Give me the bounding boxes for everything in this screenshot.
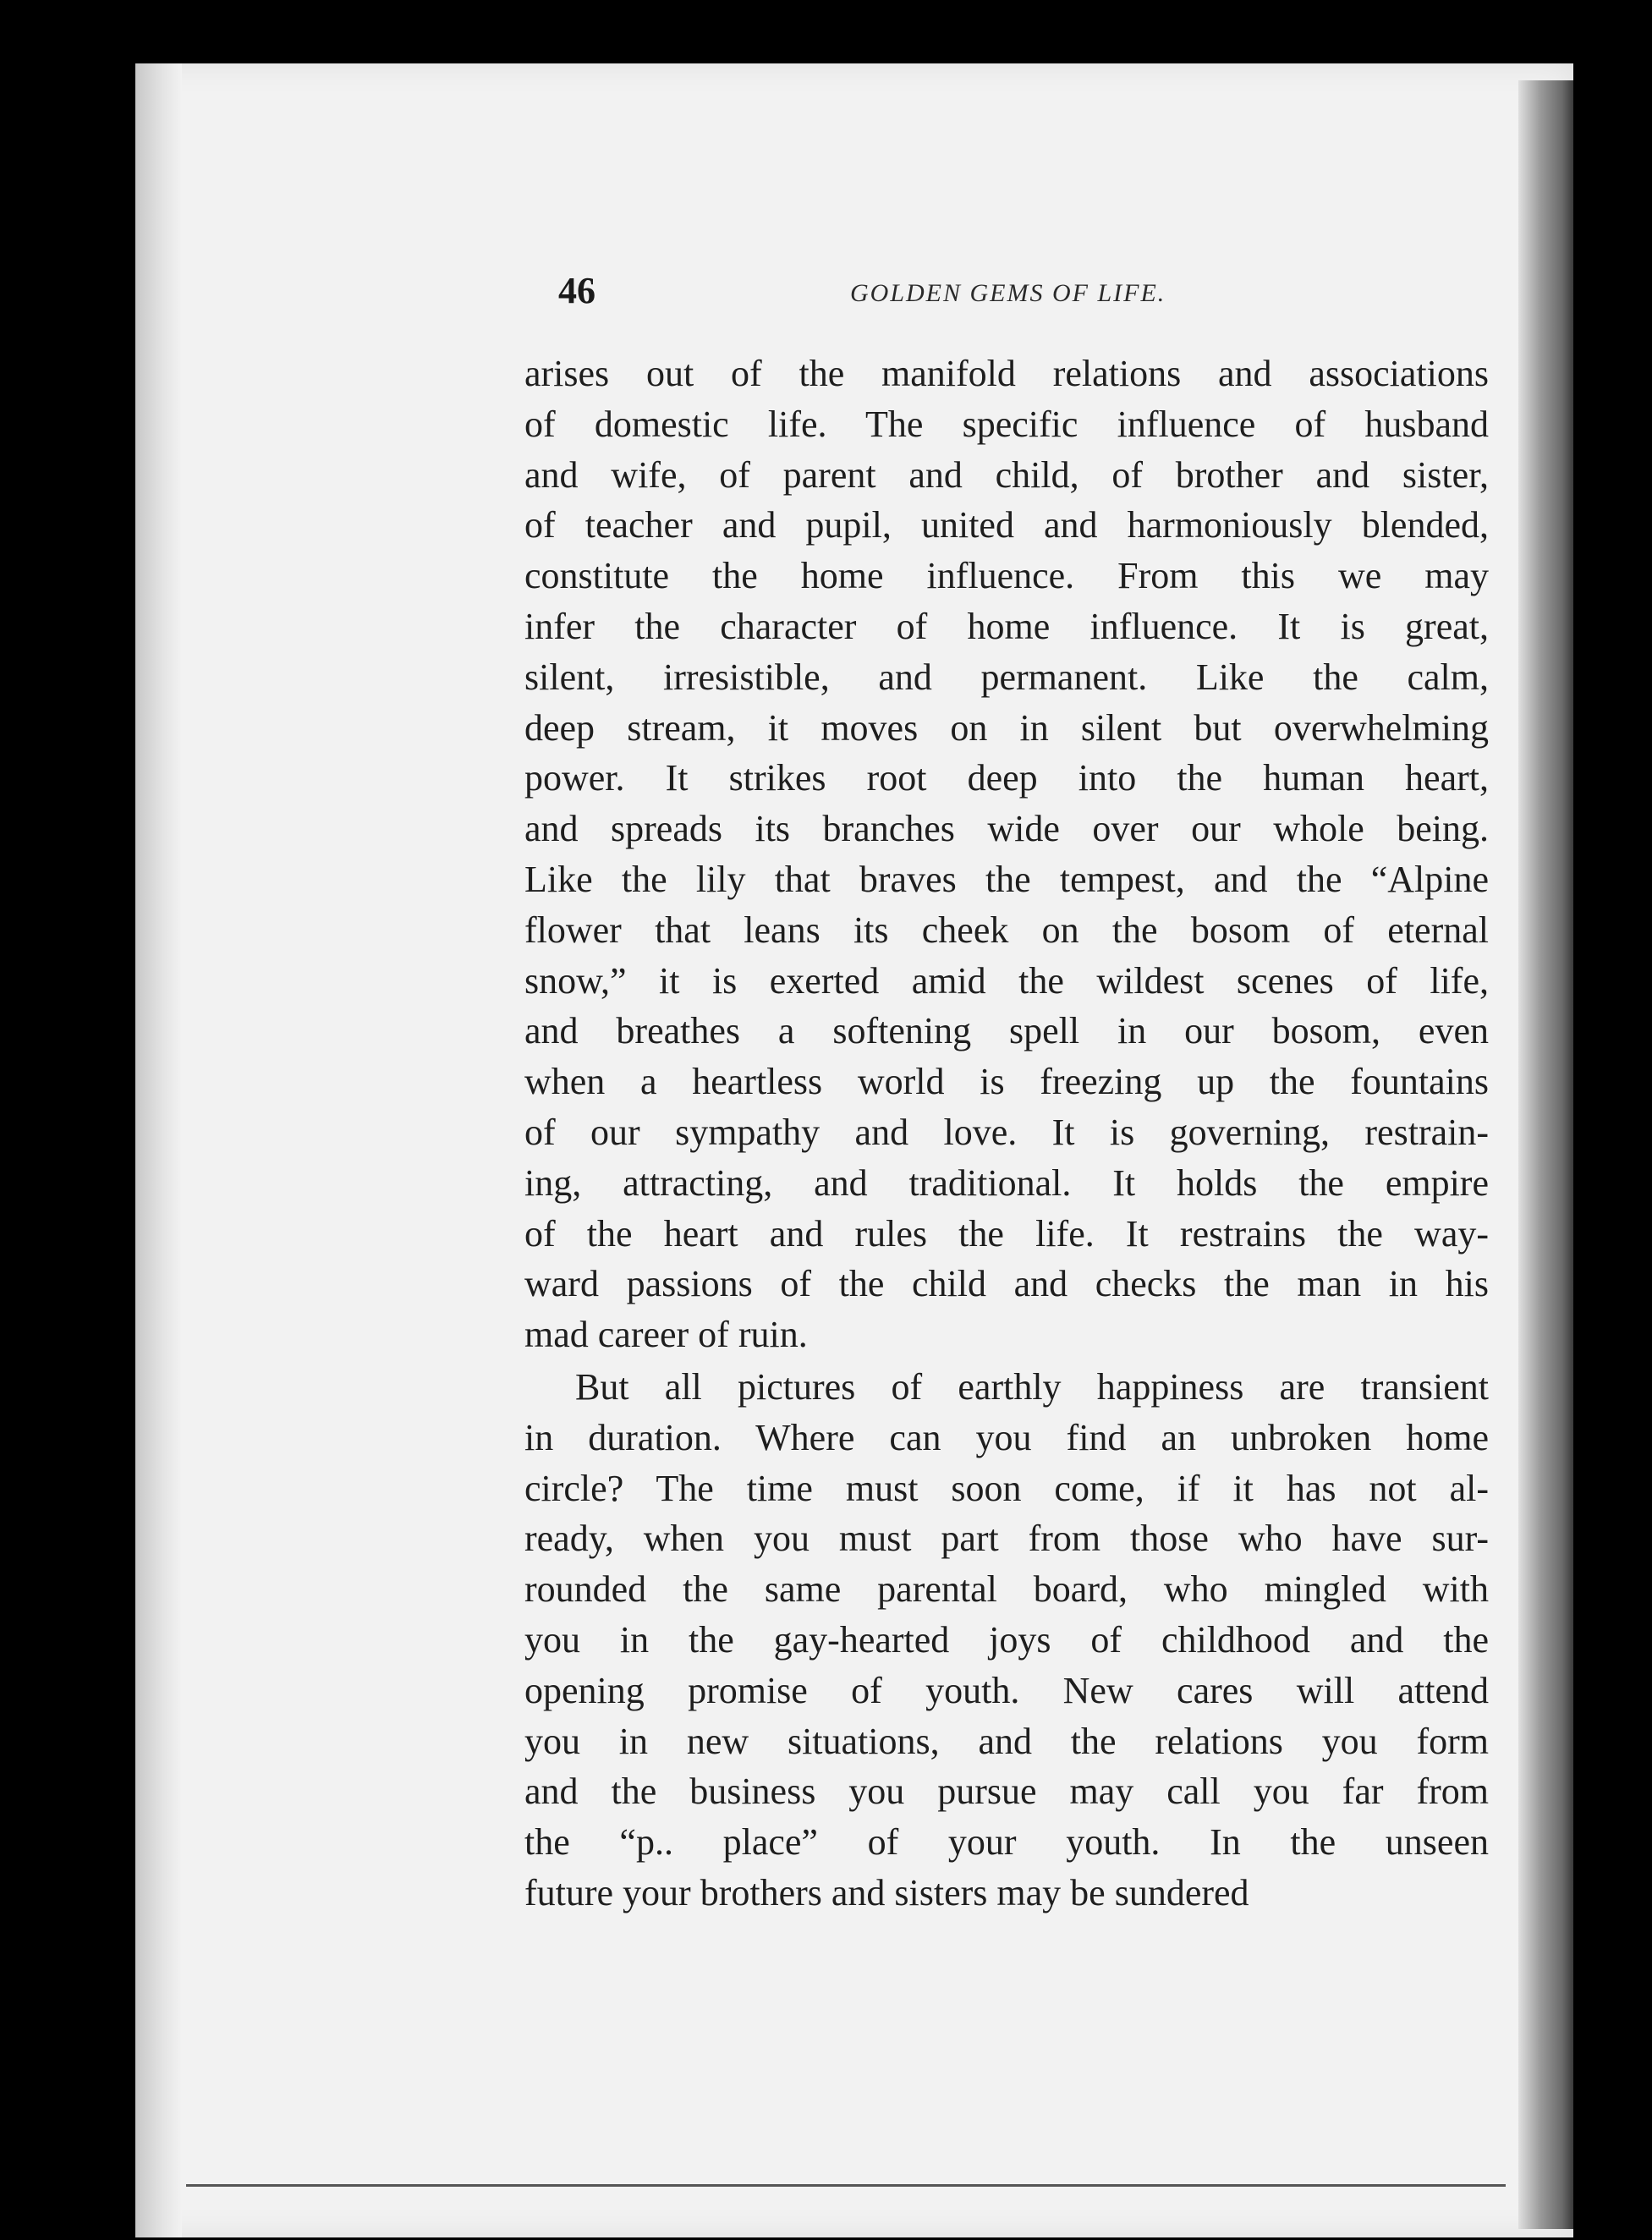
text-line: snow,” it is exerted amid the wildest scenes of life, <box>524 959 1489 1002</box>
text-line: in duration. Where can you find an unbroken home <box>524 1416 1489 1458</box>
text-line: infer the character of home influence. It is great, <box>524 605 1489 647</box>
text-line: ward passions of the child and checks the man in his <box>524 1263 1489 1305</box>
bottom-rule <box>186 2184 1506 2187</box>
text-line: of domestic life. The specific influence of husband <box>524 403 1489 445</box>
page-number: 46 <box>558 270 595 311</box>
text-line: Like the lily that braves the tempest, and the “Alpine <box>524 858 1489 900</box>
body-text <box>524 349 1489 1919</box>
text-line: you in the gay-hearted joys of childhood and the <box>524 1618 1489 1661</box>
running-title: GOLDEN GEMS OF LIFE. <box>850 279 1166 307</box>
text-line: and the business you pursue may call you far from <box>524 1771 1489 1813</box>
text-line: arises out of the manifold relations and associations <box>524 353 1489 394</box>
page-edge-shadow <box>1518 80 1573 2229</box>
text-line: power. It strikes root deep into the human heart, <box>524 757 1489 799</box>
text-line: of teacher and pupil, united and harmoniously blended, <box>524 504 1489 546</box>
text-line: But all pictures of earthly happiness are transient <box>575 1365 1489 1408</box>
text-line: deep stream, it moves on in silent but overwhelming <box>524 706 1489 749</box>
paragraph <box>524 1362 1489 1919</box>
text-line: circle? The time must soon come, if it has not al- <box>524 1467 1489 1509</box>
paragraph <box>524 349 1489 1360</box>
text-line: the “p.. place” of your youth. In the unseen <box>524 1821 1489 1864</box>
text-line: future your brothers and sisters may be sundered <box>524 1871 1249 1913</box>
text-line: and wife, of parent and child, of brother and sister, <box>524 453 1489 496</box>
text-line: rounded the same parental board, who mingled with <box>524 1568 1489 1611</box>
text-line: of our sympathy and love. It is governing, restrain- <box>524 1111 1489 1153</box>
text-line: ing, attracting, and traditional. It holds the empire <box>524 1161 1489 1204</box>
text-line: and breathes a softening spell in our bosom, even <box>524 1010 1489 1052</box>
text-line: opening promise of youth. New cares will attend <box>524 1669 1489 1711</box>
text-line: you in new situations, and the relations you form <box>524 1720 1489 1762</box>
text-line: of the heart and rules the life. It restrains the way- <box>524 1212 1489 1255</box>
text-line: flower that leans its cheek on the bosom of eternal <box>524 909 1489 951</box>
text-line: when a heartless world is freezing up the fountains <box>524 1061 1489 1103</box>
text-line: constitute the home influence. From this we may <box>524 555 1489 597</box>
text-line: silent, irresistible, and permanent. Like the calm, <box>524 656 1489 698</box>
page-gutter-shadow <box>135 63 182 2237</box>
text-line: ready, when you must part from those who have sur- <box>524 1518 1489 1560</box>
text-line: and spreads its branches wide over our whole being. <box>524 808 1489 850</box>
text-line: mad career of ruin. <box>524 1314 808 1356</box>
page-header <box>558 269 1303 320</box>
